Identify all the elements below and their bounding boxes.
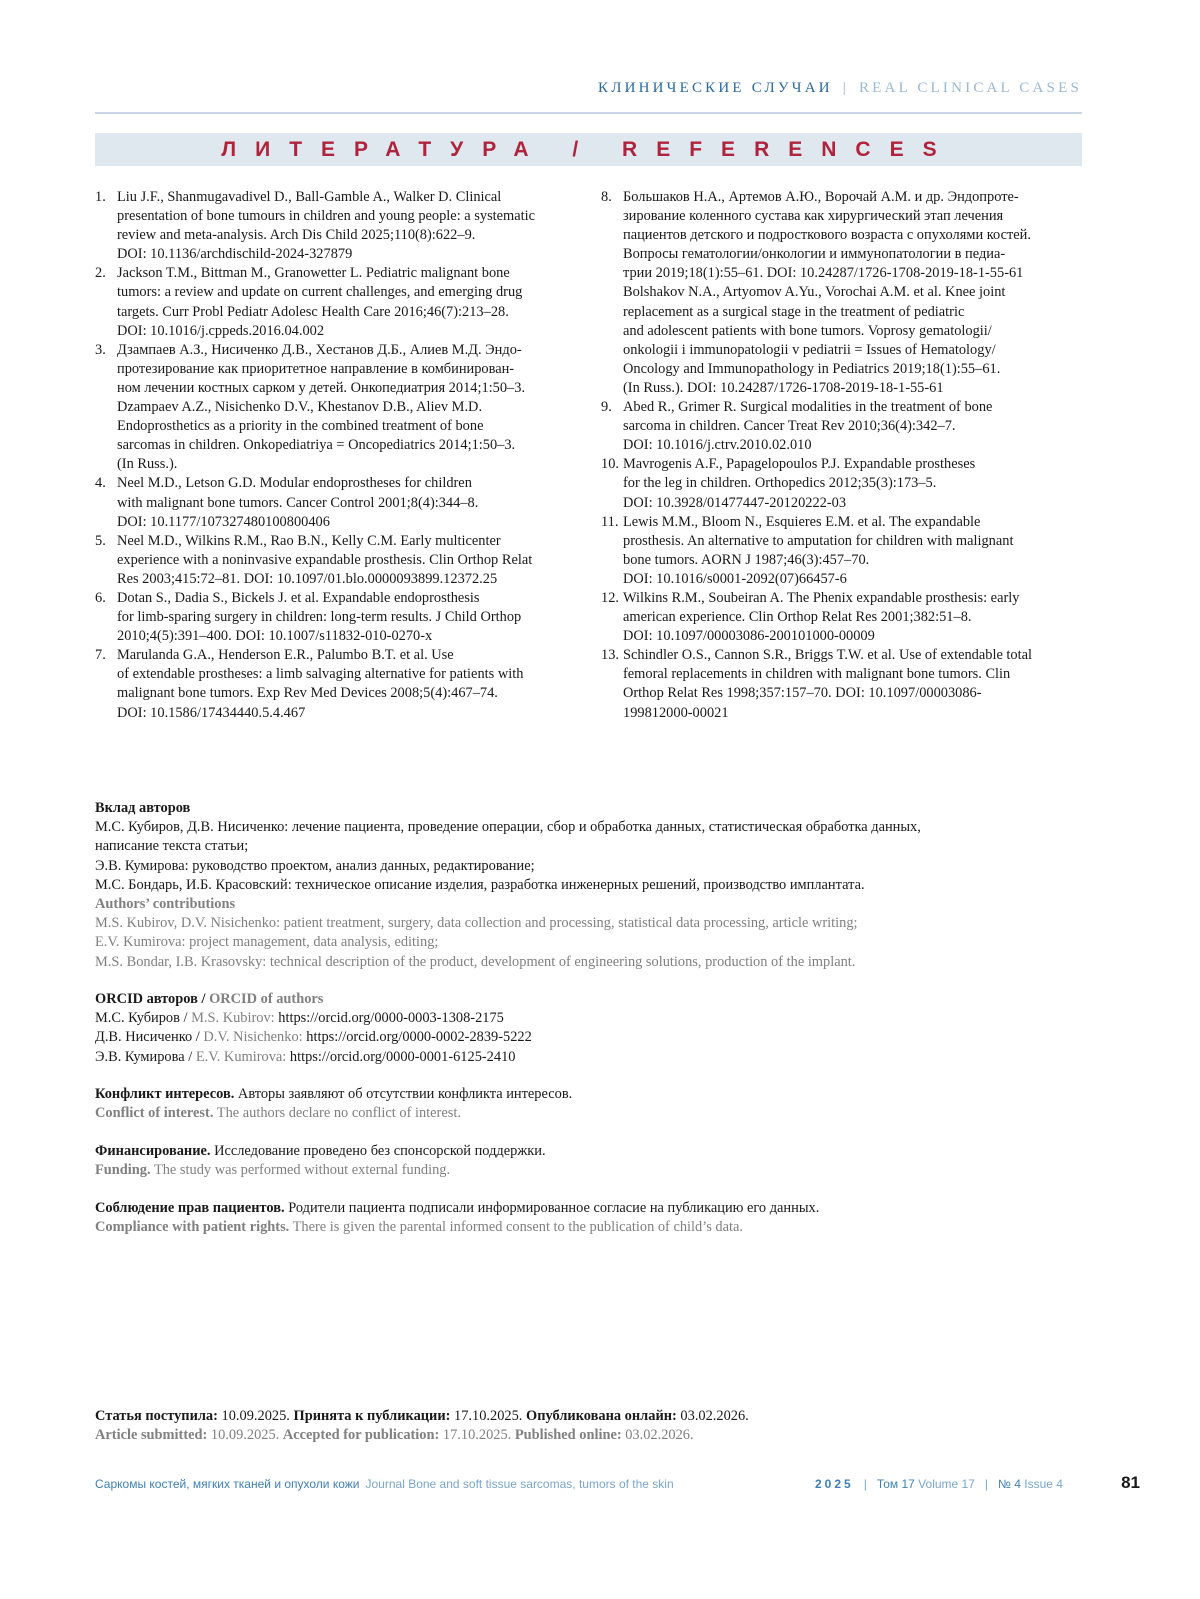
reference-number: 1. [95,189,106,205]
reference-text: Marulanda G.A., Henderson E.R., Palumbo B.T. et al. Use of extendable prostheses: a limb salvaging alternative for patients with malignant bone tumors. Exp Rev Med Devices 2008;5(4):467–74. DOI: 10.1586/17434440.5.4.467 [117,647,524,721]
reference-number: 6. [95,589,106,606]
orcid-link[interactable]: https://orcid.org/0000-0001-6125-2410 [289,1048,516,1065]
orcid-section [95,990,1095,1067]
contributions-line: М.С. Бондарь, И.Б. Красовский: техническое описание изделия, разработка инженерных решений, производство имплантата. [95,876,865,893]
reference-text: Jackson T.M., Bittman M., Granowetter L. Pediatric malignant bone tumors: a review and update on current challenges, and emerging drug targets. Curr Probl Pediatr Adolesc Health Care 2016;46(7):213–28. DOI: 10.1016/j.cppeds.2016.04.002 [117,265,523,339]
orcid-row: Д.В. Нисиченко / D.V. Nisichenko: https://orcid.org/0000-0002-2839-5222 [95,1029,532,1046]
orcid-heading [95,990,1095,1009]
conflict-label-en: Conflict of interest. [95,1105,214,1122]
reference-text: Abed R., Grimer R. Surgical modalities in the treatment of bone sarcoma in children. Cancer Treat Rev 2010;36(4):342–7. DOI: 10.1016/j.ctrv.2010.02.010 [623,399,993,454]
references-list-left [95,188,575,723]
orcid-heading-ru: ORCID авторов [95,991,198,1007]
submitted-date: 10.09.2025. [217,1408,294,1424]
footer-separator: | [984,1477,989,1491]
page-number: 81 [1121,1473,1140,1492]
submitted-label-ru: Статья поступила: [95,1408,218,1424]
references-title: ЛИТЕРАТУРА / REFERENCES [221,138,956,161]
reference-item [95,646,575,722]
reference-item [95,188,575,264]
reference-number: 8. [601,189,612,205]
header-separator: | [842,80,849,96]
contributions-line-en: M.S. Kubirov, D.V. Nisichenko: patient treatment, surgery, data collection and processing, statistical data processing, article writing; [95,915,858,932]
contributions-heading-en: Authors’ contributions [95,896,236,913]
orcid-author-ru: Д.В. Нисиченко [95,1029,193,1046]
journal-title-en: Journal Bone and soft tissue sarcomas, tumors of the skin [365,1477,674,1491]
funding-en [95,1161,1095,1180]
contributions-line: М.С. Кубиров, Д.В. Нисиченко: лечение пациента, проведение операции, сбор и обработка данных, статистическая обработка данных, [95,819,921,836]
reference-item [95,264,575,340]
accepted-label-ru: Принята к публикации: [293,1408,451,1424]
issue-info [815,1477,1063,1491]
reference-text: Neel M.D., Wilkins R.M., Rao B.N., Kelly C.M. Early multicenter experience with a noninvasive expandable prosthesis. Clin Orthop Relat Res 2003;415:72–81. DOI: 10.1097/01.blo.0000093899.12372.25 [117,532,533,587]
journal-title-ru: Саркомы костей, мягких тканей и опухоли кожи [95,1477,360,1491]
published-label-en: Published online: [514,1427,622,1444]
orcid-author-en: E.V. Kumirova: [195,1048,287,1065]
compliance-en [95,1218,1095,1237]
dates-section [95,1407,1095,1445]
dates-ru [95,1407,1095,1426]
issue-en: Issue 4 [1024,1477,1063,1491]
orcid-row: Э.В. Кумирова / E.V. Kumirova: https://orcid.org/0000-0001-6125-2410 [95,1048,516,1065]
reference-item [601,646,1085,722]
orcid-heading-sep: / [197,991,210,1007]
issue-ru: № 4 [998,1477,1021,1491]
orcid-author-en: M.S. Kubirov: [191,1010,275,1027]
contributions-line: Э.В. Кумирова: руководство проектом, анализ данных, редактирование; [95,857,535,874]
issue-year: 2025 [815,1477,854,1491]
reference-item [601,455,1085,512]
compliance-text-en: There is given the parental informed consent to the publication of child’s data. [289,1219,743,1236]
submitted-label-en: Article submitted: [95,1427,208,1444]
compliance-ru [95,1199,1095,1218]
volume-ru: Том 17 [876,1477,915,1491]
reference-item [601,398,1085,455]
conflict-en [95,1104,1095,1123]
reference-text: Mavrogenis A.F., Papagelopoulos P.J. Expandable prostheses for the leg in children. Orthopedics 2012;35(3):173–5. DOI: 10.3928/01477447-20120222-03 [623,456,976,511]
compliance-label-en: Compliance with patient rights. [95,1219,290,1236]
conflict-label-ru: Конфликт интересов. [95,1086,235,1102]
section-title-en: REAL CLINICAL CASES [858,80,1082,96]
references-list-right [601,188,1085,723]
published-label-ru: Опубликована онлайн: [526,1408,677,1424]
section-title-ru: КЛИНИЧЕСКИЕ СЛУЧАИ [597,80,833,96]
accepted-label-en: Accepted for publication: [282,1427,440,1444]
compliance-label-ru: Соблюдение прав пациентов. [95,1200,285,1216]
submitted-date-en: 10.09.2025. [207,1427,283,1444]
reference-number: 13. [601,647,619,664]
reference-text: Большаков Н.А., Артемов А.Ю., Ворочай А.М. и др. Эндопроте- зирование коленного сустава как хирургический этап лечения пациентов детского и подросткового возраста с опухолями костей. Вопросы гематологии/онкологии и иммунопатологии в педиа- трии 2019;18(1):55–61. DOI: 10.24287/1726-1708-2019-18-1-55-61 Bolshakov N.A., Artyomov A.Yu., Vorochai A.M. et al. Knee joint replacement as a surgical stage in the treatment of pediatric and adolescent patients with bone tumors. Voprosy gematologii/ onkologii i immunopatologii v pediatrii = Issues of Hematology/ Oncology and Immunopathology in Pediatrics 2019;18(1):55–61. (In Russ.). DOI: 10.24287/1726-1708-2019-18-1-55-61 [623,189,1031,396]
contributions-line-en: M.S. Bondar, I.B. Krasovsky: technical description of the product, development of engineering solutions, production of the implant. [95,953,856,970]
reference-text: Liu J.F., Shanmugavadivel D., Ball-Gamble A., Walker D. Clinical presentation of bone tumours in children and young people: a systematic review and meta-analysis. Arch Dis Child 2025;110(8):622–9. DOI: 10.1136/archdischild-2024-327879 [117,189,536,263]
page-footer [95,1473,1140,1499]
reference-item [95,474,575,531]
reference-number: 9. [601,399,612,416]
contributions-section [95,799,1095,972]
published-date: 03.02.2026. [676,1408,749,1424]
funding-text-ru: Исследование проведено без спонсорской поддержки. [210,1143,546,1159]
reference-number: 12. [601,589,619,606]
header-rule [95,112,1082,114]
funding-section [95,1142,1095,1180]
orcid-row: М.С. Кубиров / M.S. Kubirov: https://orcid.org/0000-0003-1308-2175 [95,1010,504,1027]
running-header [598,80,1082,97]
orcid-author-ru: Э.В. Кумирова [95,1048,185,1065]
conflict-ru [95,1085,1095,1104]
accepted-date: 17.10.2025. [450,1408,526,1424]
reference-text: Wilkins R.M., Soubeiran A. The Phenix expandable prosthesis: early american experience. Clin Orthop Relat Res 2001;382:51–8. DOI: 10.1097/00003086-200101000-00009 [623,589,1020,645]
dates-en [95,1426,1095,1445]
orcid-link[interactable]: https://orcid.org/0000-0003-1308-2175 [278,1010,504,1027]
reference-number: 10. [601,456,619,473]
reference-item [95,589,575,646]
compliance-section [95,1199,1095,1237]
references-heading-band [95,133,1082,166]
reference-number: 3. [95,341,106,358]
reference-item [601,589,1085,646]
reference-item [601,513,1085,589]
conflict-section [95,1085,1095,1123]
reference-text: Schindler O.S., Cannon S.R., Briggs T.W. et al. Use of extendable total femoral replacements in children with malignant bone tumors. Clin Orthop Relat Res 1998;357:157–70. DOI: 10.1097/00003086- 199812000-00021 [623,647,1033,721]
conflict-text-ru: Авторы заявляют об отсутствии конфликта интересов. [234,1086,573,1102]
orcid-link[interactable]: https://orcid.org/0000-0002-2839-5222 [306,1029,532,1046]
funding-label-en: Funding. [95,1162,151,1179]
reference-text: Neel M.D., Letson G.D. Modular endoprostheses for children with malignant bone tumors. Cancer Control 2001;8(4):344–8. DOI: 10.1177/107327480100800406 [117,475,479,530]
reference-item [95,341,575,475]
contributions-line-en: E.V. Kumirova: project management, data analysis, editing; [95,934,439,951]
accepted-date-en: 17.10.2025. [439,1427,515,1444]
reference-number: 2. [95,265,106,282]
reference-item [95,532,575,589]
orcid-heading-en: ORCID of authors [209,991,324,1007]
funding-ru [95,1142,1095,1161]
footer-separator: | [863,1477,867,1491]
reference-item [601,188,1085,398]
reference-text: Дзампаев А.З., Нисиченко Д.В., Хестанов Д.Б., Алиев М.Д. Эндо- протезирование как приоритетное направление в комбинирован- ном лечении костных сарком у детей. Онкопедиатрия 2014;1:50–3. Dzampaev A.Z., Nisichenko D.V., Khestanov D.B., Aliev M.D. Endoprosthetics as a priority in the combined treatment of bone sarcomas in children. Onkopediatriya = Oncopediatrics 2014;1:50–3. (In Russ.). [117,341,526,473]
compliance-text-ru: Родители пациента подписали информированное согласие на публикацию его данных. [284,1200,820,1216]
reference-text: Dotan S., Dadia S., Bickels J. et al. Expandable endoprosthesis for limb-sparing surgery in children: long-term results. J Child Orthop 2010;4(5):391–400. DOI: 10.1007/s11832-010-0270-x [117,589,522,645]
conflict-text-en: The authors declare no conflict of interest. [213,1105,461,1122]
contributions-heading-ru: Вклад авторов [95,800,191,816]
funding-text-en: The study was performed without external funding. [150,1162,451,1179]
reference-number: 4. [95,475,106,492]
funding-label-ru: Финансирование. [95,1143,211,1159]
reference-number: 7. [95,647,106,664]
volume-en: Volume 17 [918,1477,975,1491]
orcid-author-en: D.V. Nisichenko: [203,1029,303,1046]
orcid-author-ru: М.С. Кубиров [95,1010,180,1027]
reference-number: 5. [95,532,106,549]
published-date-en: 03.02.2026. [621,1427,694,1444]
reference-number: 11. [601,513,619,530]
contributions-line: написание текста статьи; [95,838,249,855]
reference-text: Lewis M.M., Bloom N., Esquieres E.M. et al. The expandable prosthesis. An alternative to amputation for children with malignant bone tumors. AORN J 1987;46(3):457–70. DOI: 10.1016/s0001-2092(07)66457-6 [623,513,1014,587]
